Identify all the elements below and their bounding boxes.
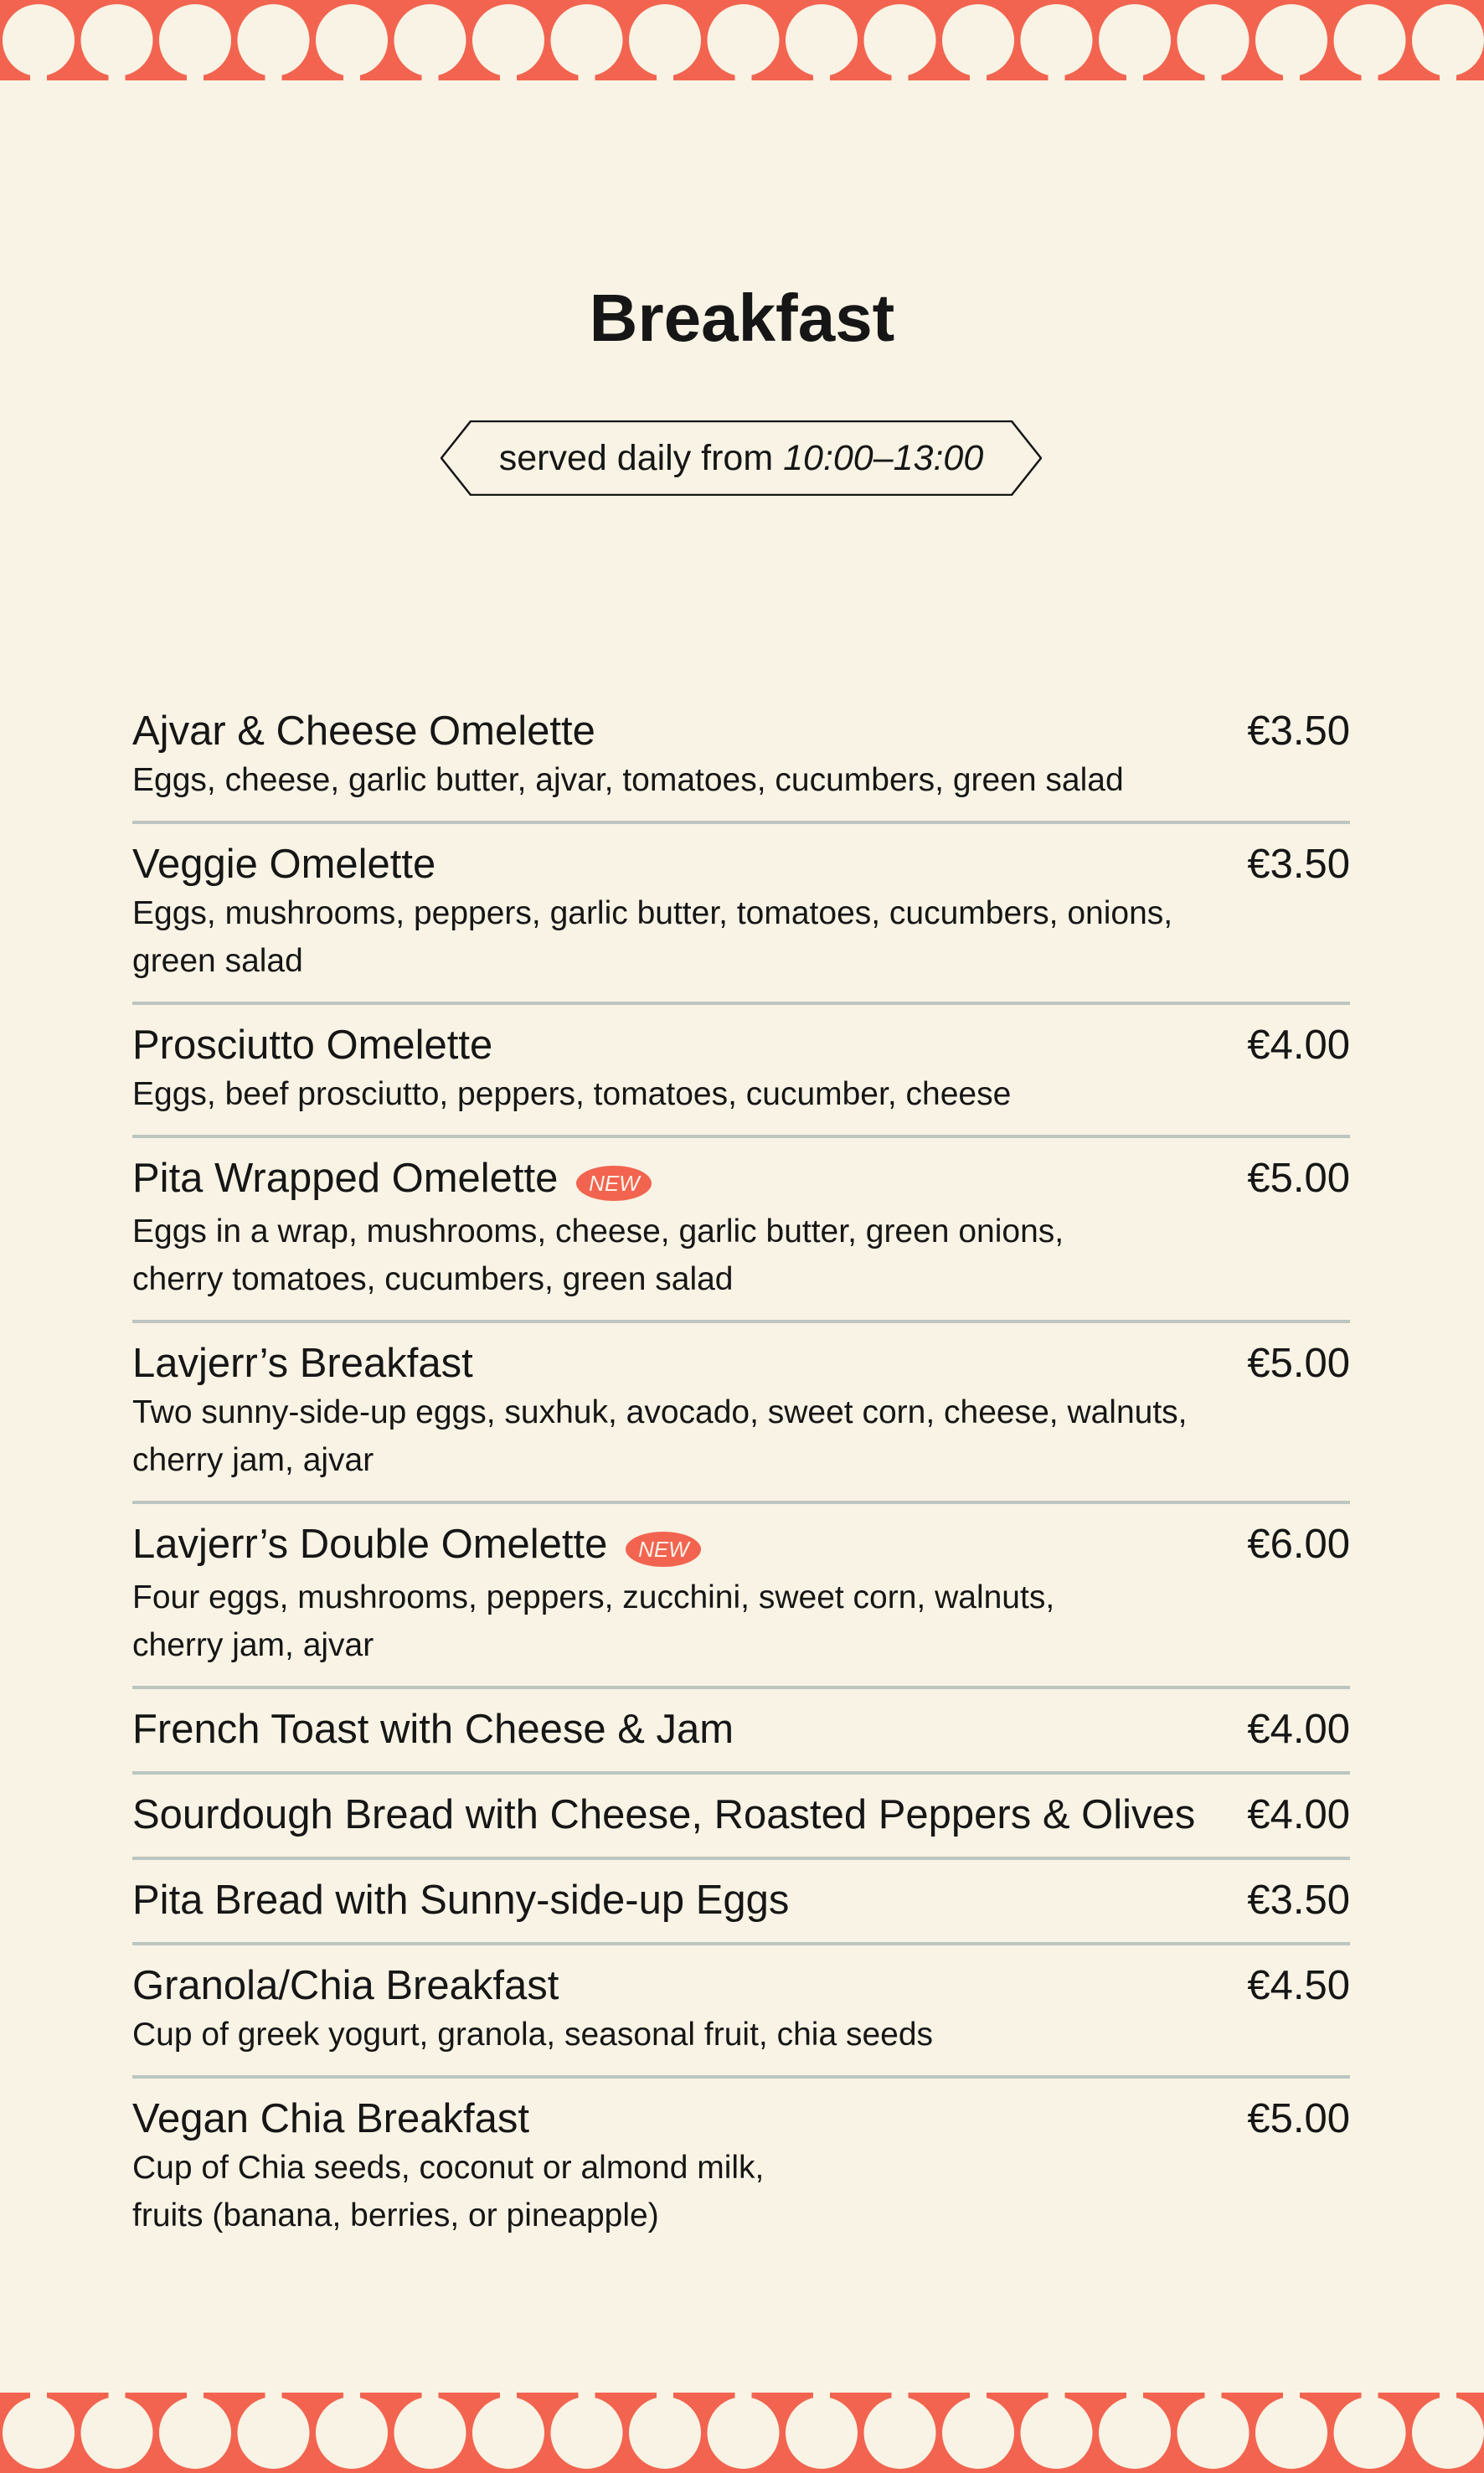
- menu-item: [132, 2079, 1350, 2256]
- menu-item: [132, 1323, 1350, 1504]
- menu-item-header: [132, 1519, 1350, 1574]
- description-line: Cup of Chia seeds, coconut or almond milk,: [132, 2149, 765, 2186]
- menu-item-name-wrap: [132, 2094, 529, 2144]
- menu-item-name: Veggie Omelette: [132, 842, 436, 887]
- description-line: cherry jam, ajvar: [132, 1441, 374, 1478]
- menu-item: [132, 1945, 1350, 2079]
- description-line: Eggs, cheese, garlic butter, ajvar, tomatoes, cucumbers, green salad: [132, 762, 1124, 798]
- menu-item-price: €3.50: [1247, 1877, 1350, 1923]
- menu-item-description: [132, 2011, 1255, 2058]
- menu-item-price: €5.00: [1247, 1156, 1350, 1201]
- menu-item-price: €3.50: [1247, 708, 1350, 754]
- menu-item-price: €5.00: [1247, 1340, 1350, 1386]
- menu-item-name-wrap: [132, 1704, 734, 1754]
- menu-item-price: €4.00: [1247, 1023, 1350, 1068]
- menu-item-price: €3.50: [1247, 842, 1350, 887]
- menu-item: [132, 1860, 1350, 1945]
- scalloped-border-top: [0, 0, 1484, 80]
- menu-item-header: [132, 2094, 1350, 2144]
- menu-item-name: Pita Bread with Sunny-side-up Eggs: [132, 1877, 790, 1923]
- menu-item: [132, 824, 1350, 1005]
- new-badge: [575, 1164, 653, 1203]
- description-line: cherry jam, ajvar: [132, 1626, 374, 1663]
- menu-item: [132, 1138, 1350, 1323]
- served-hours-text: [441, 420, 1042, 496]
- menu-item-header: [132, 706, 1350, 756]
- scalloped-border-bottom: [0, 2393, 1484, 2473]
- menu-item: [132, 691, 1350, 824]
- menu-list: [132, 691, 1350, 2256]
- menu-item-description: [132, 889, 1255, 985]
- description-line: Eggs, beef prosciutto, peppers, tomatoes, cucumber, cheese: [132, 1076, 1012, 1112]
- menu-item-price: €4.50: [1247, 1962, 1350, 2008]
- menu-item-header: [132, 1153, 1350, 1208]
- menu-item-name-wrap: [132, 1960, 559, 2011]
- menu-item-header: [132, 1020, 1350, 1070]
- description-line: Four eggs, mushrooms, peppers, zucchini, sweet corn, walnuts,: [132, 1579, 1055, 1615]
- new-badge: [624, 1530, 703, 1569]
- menu-item: [132, 1775, 1350, 1860]
- menu-title: Breakfast: [589, 281, 895, 355]
- menu-item-header: [132, 1790, 1350, 1840]
- menu-item-header: [132, 1875, 1350, 1925]
- menu-item-header: [132, 839, 1350, 889]
- menu-item-description: [132, 1388, 1255, 1484]
- menu-item-description: [132, 756, 1255, 804]
- menu-item-name-wrap: [132, 1338, 473, 1388]
- menu-item-name: Vegan Chia Breakfast: [132, 2095, 529, 2141]
- menu-item: [132, 1005, 1350, 1138]
- menu-item-price: €4.00: [1247, 1706, 1350, 1752]
- description-line: Cup of greek yogurt, granola, seasonal fruit, chia seeds: [132, 2016, 934, 2053]
- menu-item-header: [132, 1704, 1350, 1754]
- menu-item-price: €4.00: [1247, 1791, 1350, 1837]
- description-line: Two sunny-side-up eggs, suxhuk, avocado, sweet corn, cheese, walnuts,: [132, 1394, 1188, 1430]
- served-hours: 10:00–13:00: [783, 438, 984, 478]
- menu-item-description: [132, 1574, 1255, 1669]
- description-line: Eggs in a wrap, mushrooms, cheese, garlic butter, green onions,: [132, 1213, 1064, 1249]
- description-line: green salad: [132, 943, 303, 979]
- menu-item-price: €5.00: [1247, 2095, 1350, 2141]
- menu-item-name: Sourdough Bread with Cheese, Roasted Peppers & Olives: [132, 1791, 1196, 1837]
- menu-item-name: Lavjerr’s Double Omelette: [132, 1521, 608, 1567]
- new-badge-label: NEW: [638, 1536, 689, 1562]
- menu-item-price: €6.00: [1247, 1521, 1350, 1567]
- description-line: cherry tomatoes, cucumbers, green salad: [132, 1260, 734, 1297]
- description-line: fruits (banana, berries, or pineapple): [132, 2197, 659, 2233]
- menu-item-name-wrap: [132, 839, 435, 889]
- menu-item-name-wrap: [132, 1153, 653, 1208]
- menu-item-description: [132, 2144, 1255, 2239]
- menu-item-description: [132, 1208, 1255, 1303]
- menu-item: [132, 1689, 1350, 1775]
- served-prefix: served daily from: [498, 438, 784, 478]
- new-badge-label: NEW: [589, 1170, 640, 1196]
- menu-item-name: Ajvar & Cheese Omelette: [132, 708, 595, 754]
- menu-item-header: [132, 1338, 1350, 1388]
- menu-item-name-wrap: [132, 1020, 492, 1070]
- menu-item-description: [132, 1070, 1255, 1118]
- menu-item: [132, 1504, 1350, 1689]
- menu-item-header: [132, 1960, 1350, 2011]
- menu-item-name-wrap: [132, 1519, 703, 1574]
- menu-item-name: Granola/Chia Breakfast: [132, 1962, 559, 2008]
- menu-item-name-wrap: [132, 1790, 1195, 1840]
- description-line: Eggs, mushrooms, peppers, garlic butter, tomatoes, cucumbers, onions,: [132, 895, 1173, 931]
- menu-item-name: Pita Wrapped Omelette: [132, 1156, 559, 1201]
- served-hours-badge: [441, 420, 1042, 496]
- menu-item-name: Prosciutto Omelette: [132, 1023, 493, 1068]
- menu-item-name: French Toast with Cheese & Jam: [132, 1706, 734, 1752]
- menu-item-name: Lavjerr’s Breakfast: [132, 1340, 473, 1386]
- menu-item-name-wrap: [132, 706, 595, 756]
- menu-item-name-wrap: [132, 1875, 789, 1925]
